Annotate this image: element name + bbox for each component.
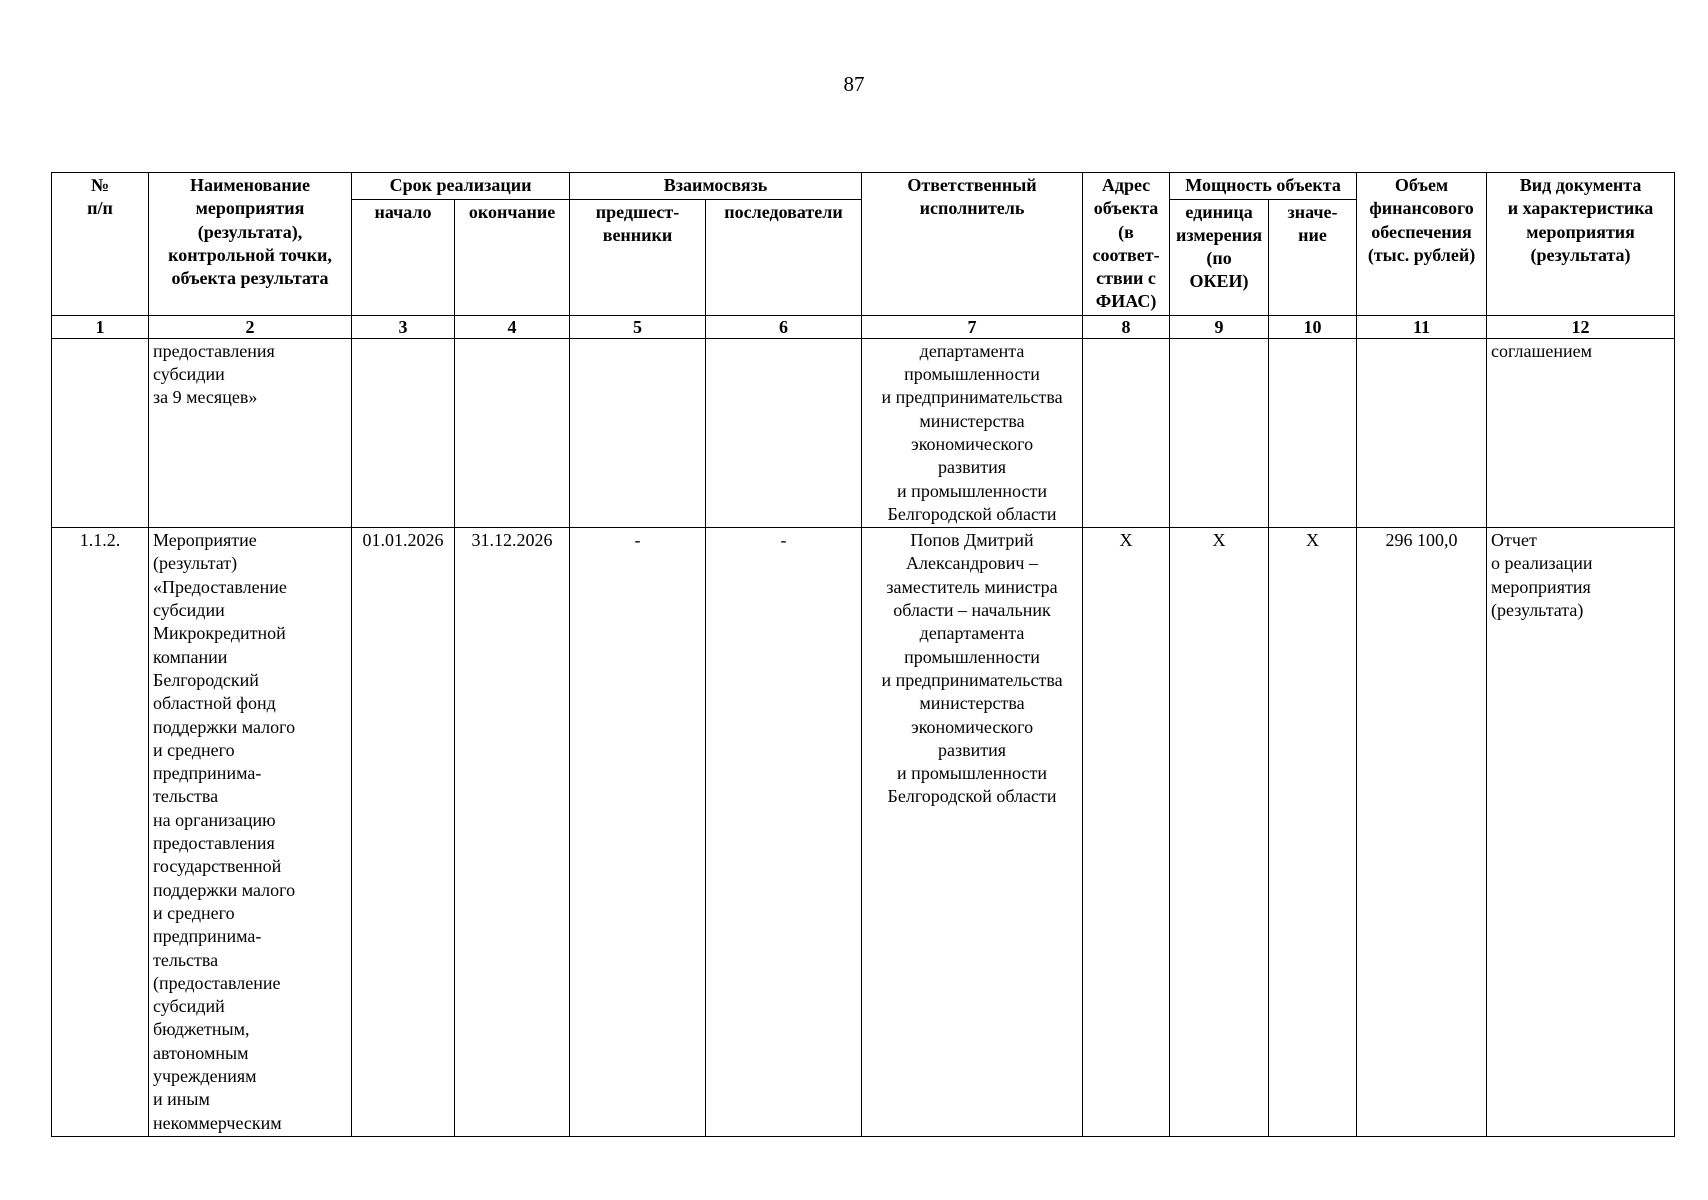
cell-predecessors: - xyxy=(570,528,706,1137)
column-number: 4 xyxy=(455,315,570,338)
header-value: значе- ние xyxy=(1269,199,1357,315)
column-number: 9 xyxy=(1170,315,1269,338)
cell-name: Мероприятие (результат) «Предоставление субсидии Микрокредитной компании Белгородский областной фонд поддержки малого и среднего предпринима- тельства на организацию предоставления государственной поддержки малого и среднего предпринима- тельства (предоставление субсидий бюджетным, автономным учреждениям и иным некоммерческим xyxy=(149,528,352,1137)
plan-table xyxy=(51,172,1675,1137)
column-number: 2 xyxy=(149,315,352,338)
cell-value: Х xyxy=(1269,528,1357,1137)
header-address: Адрес объекта (в соответ- ствии с ФИАС) xyxy=(1083,173,1170,316)
cell-start: 01.01.2026 xyxy=(352,528,455,1137)
header-doc-type: Вид документа и характеристика мероприятия (результата) xyxy=(1487,173,1675,316)
cell-doc-type: Отчет о реализации мероприятия (результата) xyxy=(1487,528,1675,1137)
cell-unit: Х xyxy=(1170,528,1269,1137)
cell-end: 31.12.2026 xyxy=(455,528,570,1137)
header-successors: последователи xyxy=(706,199,862,315)
header-unit: единица измерения (по ОКЕИ) xyxy=(1170,199,1269,315)
cell-end xyxy=(455,338,570,527)
cell-address xyxy=(1083,338,1170,527)
cell-start xyxy=(352,338,455,527)
column-number: 8 xyxy=(1083,315,1170,338)
table-header xyxy=(52,173,1675,339)
cell-responsible: департамента промышленности и предпринимательства министерства экономического развития и промышленности Белгородской области xyxy=(862,338,1083,527)
header-responsible: Ответственный исполнитель xyxy=(862,173,1083,316)
header-predecessors: предшест- венники xyxy=(570,199,706,315)
cell-successors xyxy=(706,338,862,527)
cell-num: 1.1.2. xyxy=(52,528,149,1137)
cell-num xyxy=(52,338,149,527)
header-finance: Объем финансового обеспечения (тыс. рублей) xyxy=(1357,173,1487,316)
column-number: 7 xyxy=(862,315,1083,338)
column-number: 11 xyxy=(1357,315,1487,338)
column-number: 12 xyxy=(1487,315,1675,338)
cell-doc-type: соглашением xyxy=(1487,338,1675,527)
cell-successors: - xyxy=(706,528,862,1137)
column-number: 10 xyxy=(1269,315,1357,338)
cell-responsible: Попов Дмитрий Александрович – заместитель министра области – начальник департамента промышленности и предпринимательства министерства экономического развития и промышленности Белгородской области xyxy=(862,528,1083,1137)
column-number: 5 xyxy=(570,315,706,338)
header-num: № п/п xyxy=(52,173,149,316)
cell-value xyxy=(1269,338,1357,527)
cell-finance: 296 100,0 xyxy=(1357,528,1487,1137)
page-number: 87 xyxy=(843,72,865,96)
cell-unit xyxy=(1170,338,1269,527)
column-number: 1 xyxy=(52,315,149,338)
header-term-start: начало xyxy=(352,199,455,315)
column-number: 6 xyxy=(706,315,862,338)
header-term-end: окончание xyxy=(455,199,570,315)
header-link-group: Взаимосвязь xyxy=(570,173,862,200)
cell-finance xyxy=(1357,338,1487,527)
cell-predecessors xyxy=(570,338,706,527)
table-row xyxy=(52,528,1675,1137)
cell-name: предоставления субсидии за 9 месяцев» xyxy=(149,338,352,527)
header-capacity-group: Мощность объекта xyxy=(1170,173,1357,200)
cell-address: Х xyxy=(1083,528,1170,1137)
header-term-group: Срок реализации xyxy=(352,173,570,200)
header-name: Наименование мероприятия (результата), контрольной точки, объекта результата xyxy=(149,173,352,316)
column-number: 3 xyxy=(352,315,455,338)
table-row xyxy=(52,338,1675,527)
column-number-row xyxy=(52,315,1675,338)
